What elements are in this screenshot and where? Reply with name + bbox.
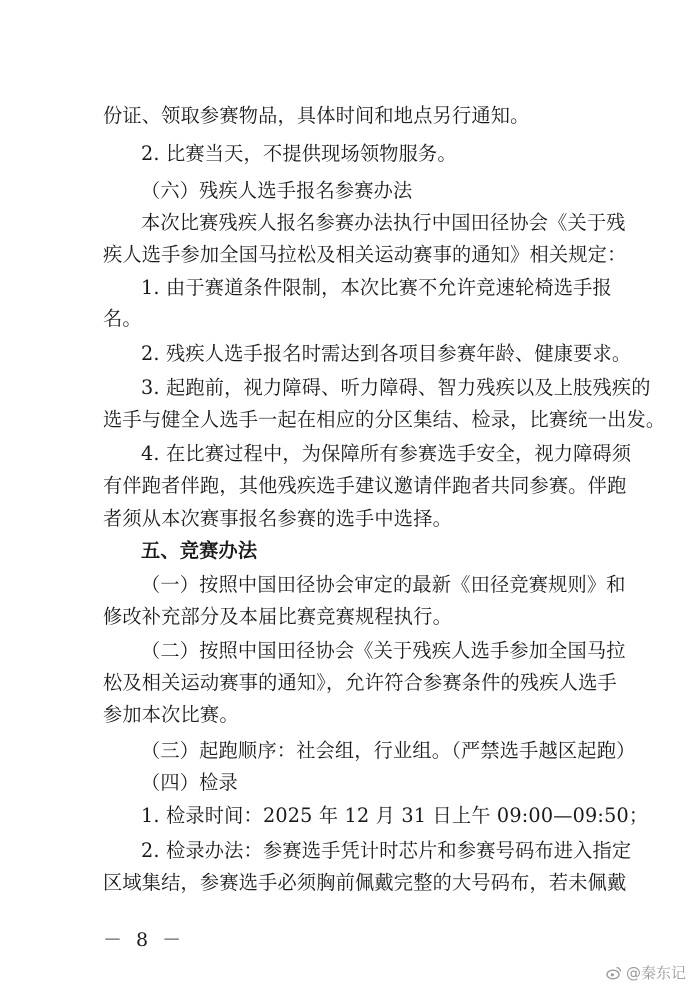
text-line: 1. 由于赛道条件限制，本次比赛不允许竞速轮椅选手报	[141, 276, 612, 299]
text-line: 疾人选手参加全国马拉松及相关运动赛事的通知》相关规定：	[103, 243, 627, 266]
text-line: 区域集结，参赛选手必须胸前佩戴完整的大号码布，若未佩戴	[103, 871, 627, 894]
section-heading: 五、竞赛办法	[141, 539, 258, 562]
text-line: 2. 残疾人选手报名时需达到各项目参赛年龄、健康要求。	[141, 342, 632, 365]
watermark	[606, 962, 686, 983]
text-line: 本次比赛残疾人报名参赛办法执行中国田径协会《关于残	[141, 211, 626, 234]
watermark-text: @秦东记	[625, 964, 686, 982]
text-line: 参加本次比赛。	[103, 703, 239, 726]
text-line: 松及相关运动赛事的通知》，允许符合参赛条件的残疾人选手	[103, 671, 617, 694]
text-line: （二）按照中国田径协会《关于残疾人选手参加全国马拉	[141, 639, 626, 662]
text-line: 4. 在比赛过程中，为保障所有参赛选手安全，视力障碍须	[141, 442, 632, 465]
text-line: 名。	[103, 307, 142, 330]
text-line: （四）检录	[141, 771, 238, 794]
text-line: 1. 检录时间：2025 年 12 月 31 日上午 09:00—09:50；	[141, 804, 649, 827]
text-line: 修改补充部分及本届比赛竞赛规程执行。	[103, 605, 452, 628]
text-line: （三）起跑顺序：社会组，行业组。（严禁选手越区起跑）	[141, 739, 636, 762]
text-line: 选手与健全人选手一起在相应的分区集结、检录，比赛统一出发。	[103, 408, 666, 431]
section-subheading: （六）残疾人选手报名参赛办法	[141, 179, 413, 202]
text-line: 有伴跑者伴跑，其他残疾选手建议邀请伴跑者共同参赛。伴跑	[103, 474, 627, 497]
text-line: 2. 比赛当天，不提供现场领物服务。	[141, 142, 457, 165]
text-line: 者须从本次赛事报名参赛的选手中选择。	[103, 507, 452, 530]
text-line: 份证、领取参赛物品，具体时间和地点另行通知。	[103, 104, 530, 127]
page-number: － 8 －	[103, 929, 186, 951]
weibo-icon	[606, 965, 622, 981]
text-line: 3. 起跑前，视力障碍、听力障碍、智力残疾以及上肢残疾的	[141, 376, 651, 399]
text-line: 2. 检录办法：参赛选手凭计时芯片和参赛号码布进入指定	[141, 839, 632, 862]
text-line: （一）按照中国田径协会审定的最新《田径竞赛规则》和	[141, 573, 626, 596]
